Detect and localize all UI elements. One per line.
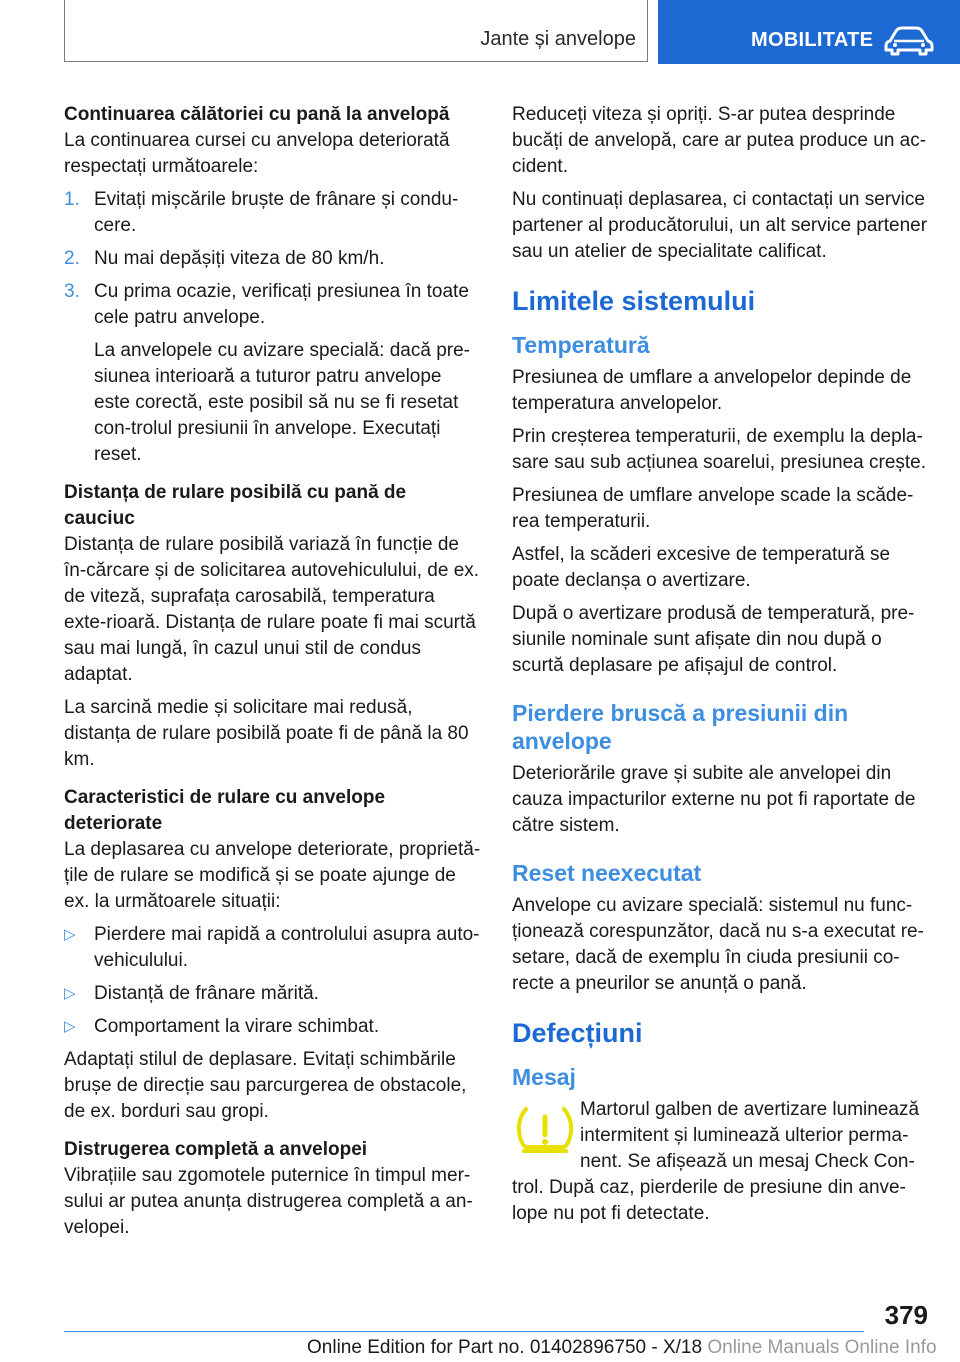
paragraph: Adaptați stilul de deplasare. Evitați schimbările brușe de direcție sau parcurgerea de obstacole, de ex. borduri sau gropi.: [64, 1049, 467, 1122]
bullet-text: Comportament la virare schimbat.: [94, 1016, 380, 1037]
paragraph: Distanța de rulare posibilă variază în funcție de în‐cărcare și de solicitarea autovehiculului, de ex. de viteză, suprafața carosabilă, temperatura exte‐rioară. Distanța de rulare poate fi mai scurtă sau mai lungă, în cazul unui stil de condus adaptat.: [64, 534, 480, 685]
step-item: [64, 246, 482, 272]
paragraph: Vibrațiile sau zgomotele puternice în timpul mer‐sului ar putea anunța distrugerea completă a an‐velopei.: [64, 1165, 473, 1238]
bullet-item: [64, 1014, 482, 1040]
bullet-text: Distanță de frânare mărită.: [94, 983, 319, 1004]
heading-driving-characteristics: Caracteristici de rulare cu anvelope deteriorate: [64, 787, 386, 834]
bullet-triangle-icon: ▷: [64, 985, 76, 1002]
warning-message-block: [512, 1097, 930, 1227]
heading-range: Distanța de rulare posibilă cu pană de cauciuc: [64, 482, 407, 529]
footer-edition: [307, 1337, 937, 1359]
paragraph: La continuarea cursei cu anvelopa deteriorată respectați următoarele:: [64, 130, 450, 177]
paragraph: Reduceți viteza și opriți. S-ar putea desprinde bucăți de anvelopă, care ar putea produce un ac‐cident.: [512, 104, 927, 177]
step-number: 1.: [64, 189, 80, 210]
bullet-item: [64, 922, 482, 974]
left-column: [64, 102, 482, 1248]
heading-reset-not-performed: Reset neexecutat: [512, 860, 702, 886]
bullet-item: [64, 981, 482, 1007]
footer-divider: [64, 1331, 864, 1332]
paragraph: Prin creșterea temperaturii, de exemplu la depla‐sare sau sub acțiunea soarelui, presiunea crește.: [512, 426, 927, 473]
heading-continuing-trip: Continuarea călătoriei cu pană la anvelopă: [64, 104, 450, 125]
paragraph: Deteriorările grave și subite ale anvelopei din cauza impacturilor externe nu pot fi raportate de către sistem.: [512, 763, 916, 836]
paragraph: După o avertizare produsă de temperatură, pre‐siunile nominale sunt afișate din nou după o scurtă deplasare pe afișajul de control.: [512, 603, 915, 676]
section-title: Jante și anvelope: [480, 28, 636, 50]
step-text: Cu prima ocazie, verificați presiunea în toate cele patru anvelope.: [94, 281, 469, 328]
step-note: La anvelopele cu avizare specială: dacă pre‐siunea interioară a tuturor patru anvelope este corectă, este posibil să nu se fi resetat con‐trolul presiunii în anvelope. Executați reset.: [94, 340, 471, 465]
paragraph: Astfel, la scăderi excesive de temperatură se poate declanșa o avertizare.: [512, 544, 891, 591]
page-number: 379: [884, 1300, 928, 1330]
chapter-tab[interactable]: [658, 0, 960, 64]
step-text: Nu mai depășiți viteza de 80 km/h.: [94, 248, 385, 269]
heading-temperature: Temperatură: [512, 332, 650, 358]
paragraph: Nu continuați deplasarea, ci contactați un service partener al producătorului, un alt service partener sau un atelier de specialitate calificat.: [512, 189, 928, 262]
footer-edition-text: Online Edition for Part no. 01402896750 - X/18: [307, 1337, 703, 1358]
paragraph: Presiunea de umflare a anvelopelor depinde de temperatura anvelopelor.: [512, 367, 912, 414]
step-text: Evitați mișcările bruște de frânare și condu‐cere.: [94, 189, 459, 236]
bullet-triangle-icon: ▷: [64, 926, 76, 943]
paragraph: Presiunea de umflare anvelope scade la scăde‐rea temperaturii.: [512, 485, 914, 532]
tire-pressure-warning-icon: [512, 1103, 578, 1157]
step-number: 2.: [64, 248, 80, 269]
paragraph: La deplasarea cu anvelope deteriorate, proprietă‐țile de rulare se modifică și se poate ajunge de ex. la următoarele situații:: [64, 839, 481, 912]
paragraph: Anvelope cu avizare specială: sistemul nu func‐ționează corespunzător, dacă nu s-a executat re‐setare, dacă de exemplu în ciuda presiunii co‐recte a pneurilor se anunță o pană.: [512, 895, 924, 994]
heading-system-limits: Limitele sistemului: [512, 286, 756, 316]
heading-sudden-pressure-loss: Pierdere bruscă a presiunii din anvelope: [512, 700, 849, 754]
car-icon: [884, 26, 934, 56]
bullet-triangle-icon: ▷: [64, 1018, 76, 1035]
heading-malfunctions: Defecțiuni: [512, 1018, 643, 1048]
bullet-text: Pierdere mai rapidă a controlului asupra auto‐vehiculului.: [94, 924, 480, 971]
right-column: [512, 102, 930, 1234]
step-number: 3.: [64, 281, 80, 302]
heading-tire-destruction: Distrugerea completă a anvelopei: [64, 1139, 368, 1160]
chapter-tab-label: MOBILITATE: [751, 29, 874, 51]
step-item: [64, 279, 482, 331]
paragraph: Martorul galben de avertizare luminează intermitent și luminează ulterior perma‐nent. Se afișează un mesaj Check Con‐trol. După caz, pierderile de presiune din anve‐lope nu pot fi detectate.: [512, 1099, 920, 1224]
heading-message: Mesaj: [512, 1064, 576, 1090]
step-item: [64, 187, 482, 239]
footer-watermark: Online Manuals Online Info: [707, 1337, 937, 1358]
paragraph: La sarcină medie și solicitare mai redusă, distanța de rulare posibilă poate fi de până la 80 km.: [64, 697, 469, 770]
